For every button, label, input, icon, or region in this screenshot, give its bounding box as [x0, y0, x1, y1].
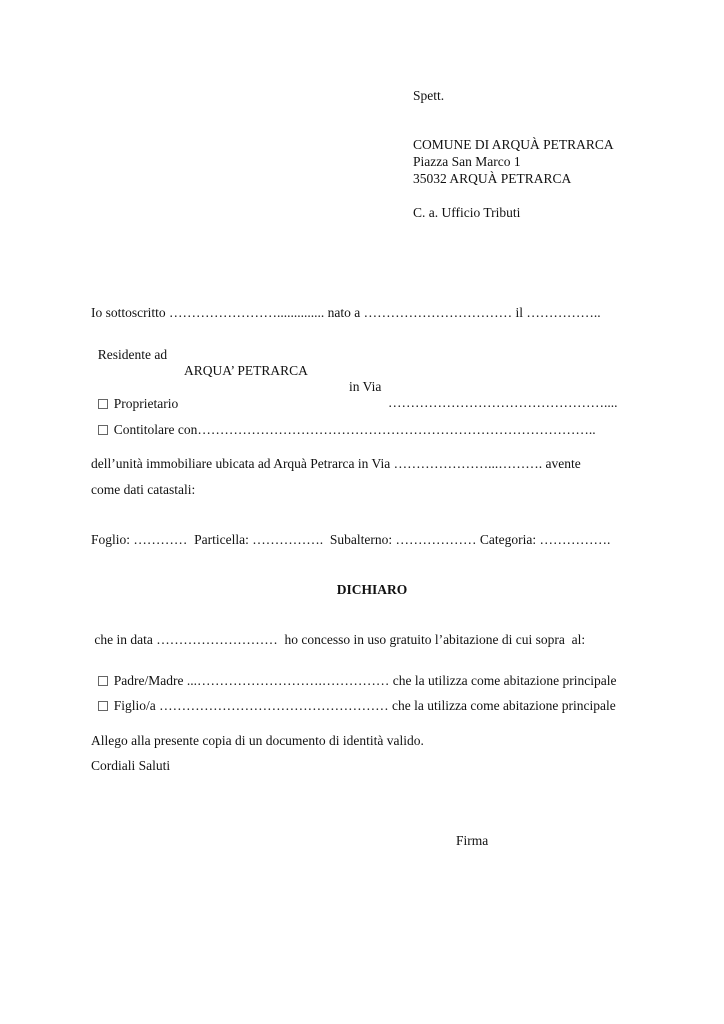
coowner-checkbox[interactable]	[98, 425, 108, 435]
signature-label: Firma	[456, 833, 489, 848]
cadastral-data-line: Foglio: ………… Particella: ……………. Subalterno: ……………… Categoria: …………….	[91, 532, 611, 547]
option-child[interactable]	[91, 682, 616, 714]
recipient-entity: COMUNE DI ARQUÀ PETRARCA	[413, 137, 614, 152]
recipient-city: 35032 ARQUÀ PETRARCA	[413, 171, 572, 186]
declaration-intro: che in data ……………………… ho concesso in uso gratuito l’abitazione di cui sopra al:	[91, 632, 586, 647]
via-label: in Via	[349, 379, 382, 394]
declarant-identity-line: Io sottoscritto …………………….............. nato a …………………………… il ……………..	[91, 305, 601, 320]
owner-label: Proprietario	[113, 396, 179, 411]
declaration-heading: DICHIARO	[336, 582, 408, 597]
recipient-street: Piazza San Marco 1	[413, 154, 521, 169]
property-location-line: dell’unità immobiliare ubicata ad Arquà Petrarca in Via …………………...………. avente	[91, 456, 581, 471]
attachment-note: Allego alla presente copia di un documento di identità valido.	[91, 733, 424, 748]
parent-label: Padre/Madre ...……………………….…………… che la utilizza come abitazione principale	[113, 673, 617, 688]
coowner-label: Contitolare con……………………………………………………………………………..	[113, 422, 596, 437]
child-checkbox[interactable]	[98, 701, 108, 711]
recipient-attention: C. a. Ufficio Tributi	[413, 205, 521, 220]
residence-city: ARQUA’ PETRARCA	[184, 363, 308, 378]
option-coowner[interactable]	[91, 406, 596, 438]
greeting: Cordiali Saluti	[91, 758, 171, 773]
child-label: Figlio/a …………………………………………… che la utilizza come abitazione principale	[113, 698, 616, 713]
salutation: Spett.	[413, 88, 445, 103]
property-cadastral-intro: come dati catastali:	[91, 482, 196, 497]
residence-label: Residente ad	[97, 347, 168, 362]
via-value: …………………………………………....	[388, 395, 618, 410]
